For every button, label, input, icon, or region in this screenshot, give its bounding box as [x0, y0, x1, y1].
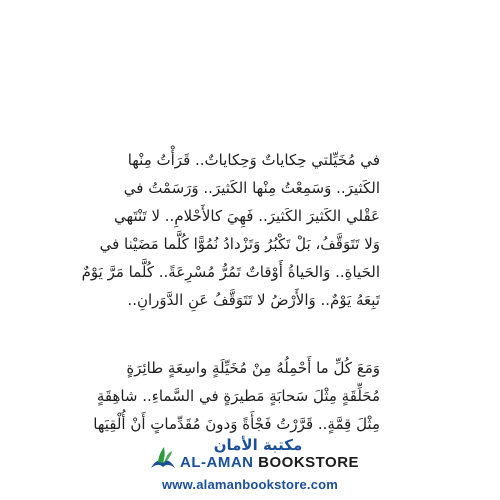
store-logo [148, 436, 368, 474]
text-line: عَقْلي الكَثيرَ الكَثيرَ.. فَهِيَ كالأَحْلامِ.. لا تَنْتَهي [114, 207, 380, 225]
logo-store: BOOKSTORE [258, 454, 360, 471]
text-line: وَلا تَتَوَقَّفُ، بَلْ تَكْبُرُ وَتَزْدادُ نُمُوًّا كُلَّما مَضَيْنا في [99, 235, 380, 253]
story-paragraph-2 [93, 354, 380, 438]
text-line: مِثْلَ قِمَّةٍ.. قَرَّرْتُ فَجْأَةً وَدونَ مُقَدِّماتٍ أَنْ أُلْقِيَها [93, 415, 380, 433]
book-logo-icon [148, 444, 178, 474]
logo-latin-text [180, 454, 360, 471]
text-line: مُحَلِّقَةٍ مِثْلَ سَحابَةٍ مَطيرَةٍ في السَّماءِ.. شاهِقَةٍ [96, 387, 380, 405]
store-watermark [0, 436, 500, 500]
website-url[interactable]: www.alamanbookstore.com [161, 477, 339, 492]
logo-arabic-text: مكتبة الأمان [213, 436, 303, 454]
story-paragraph-1 [81, 146, 380, 314]
text-line: في مُخَيِّلتي حِكاياتٌ وَحِكاياتٌ.. قَرَأْتُ مِنْها [127, 151, 380, 169]
text-line: تَبِعَهُ يَوْمٌ.. وَالأَرْضُ لا تَتَوَقَّفُ عَنِ الدَّوَرانِ.. [127, 291, 380, 309]
text-line: وَمَعَ كُلِّ ما أَحْمِلُهُ مِنْ مُخَيِّلَةٍ واسِعَةٍ طائِرَةٍ [126, 359, 380, 377]
logo-brand: AL-AMAN [180, 454, 254, 471]
text-line: الكَثيرَ.. وَسَمِعْتُ مِنْها الكَثيرَ.. وَرَسَمْتُ في [123, 179, 380, 197]
text-line: الحَياةِ.. وَالحَياةُ أَوْقاتٌ تَمُرُّ مُسْرِعَةً.. كُلَّما مَرَّ يَوْمٌ [81, 263, 380, 281]
